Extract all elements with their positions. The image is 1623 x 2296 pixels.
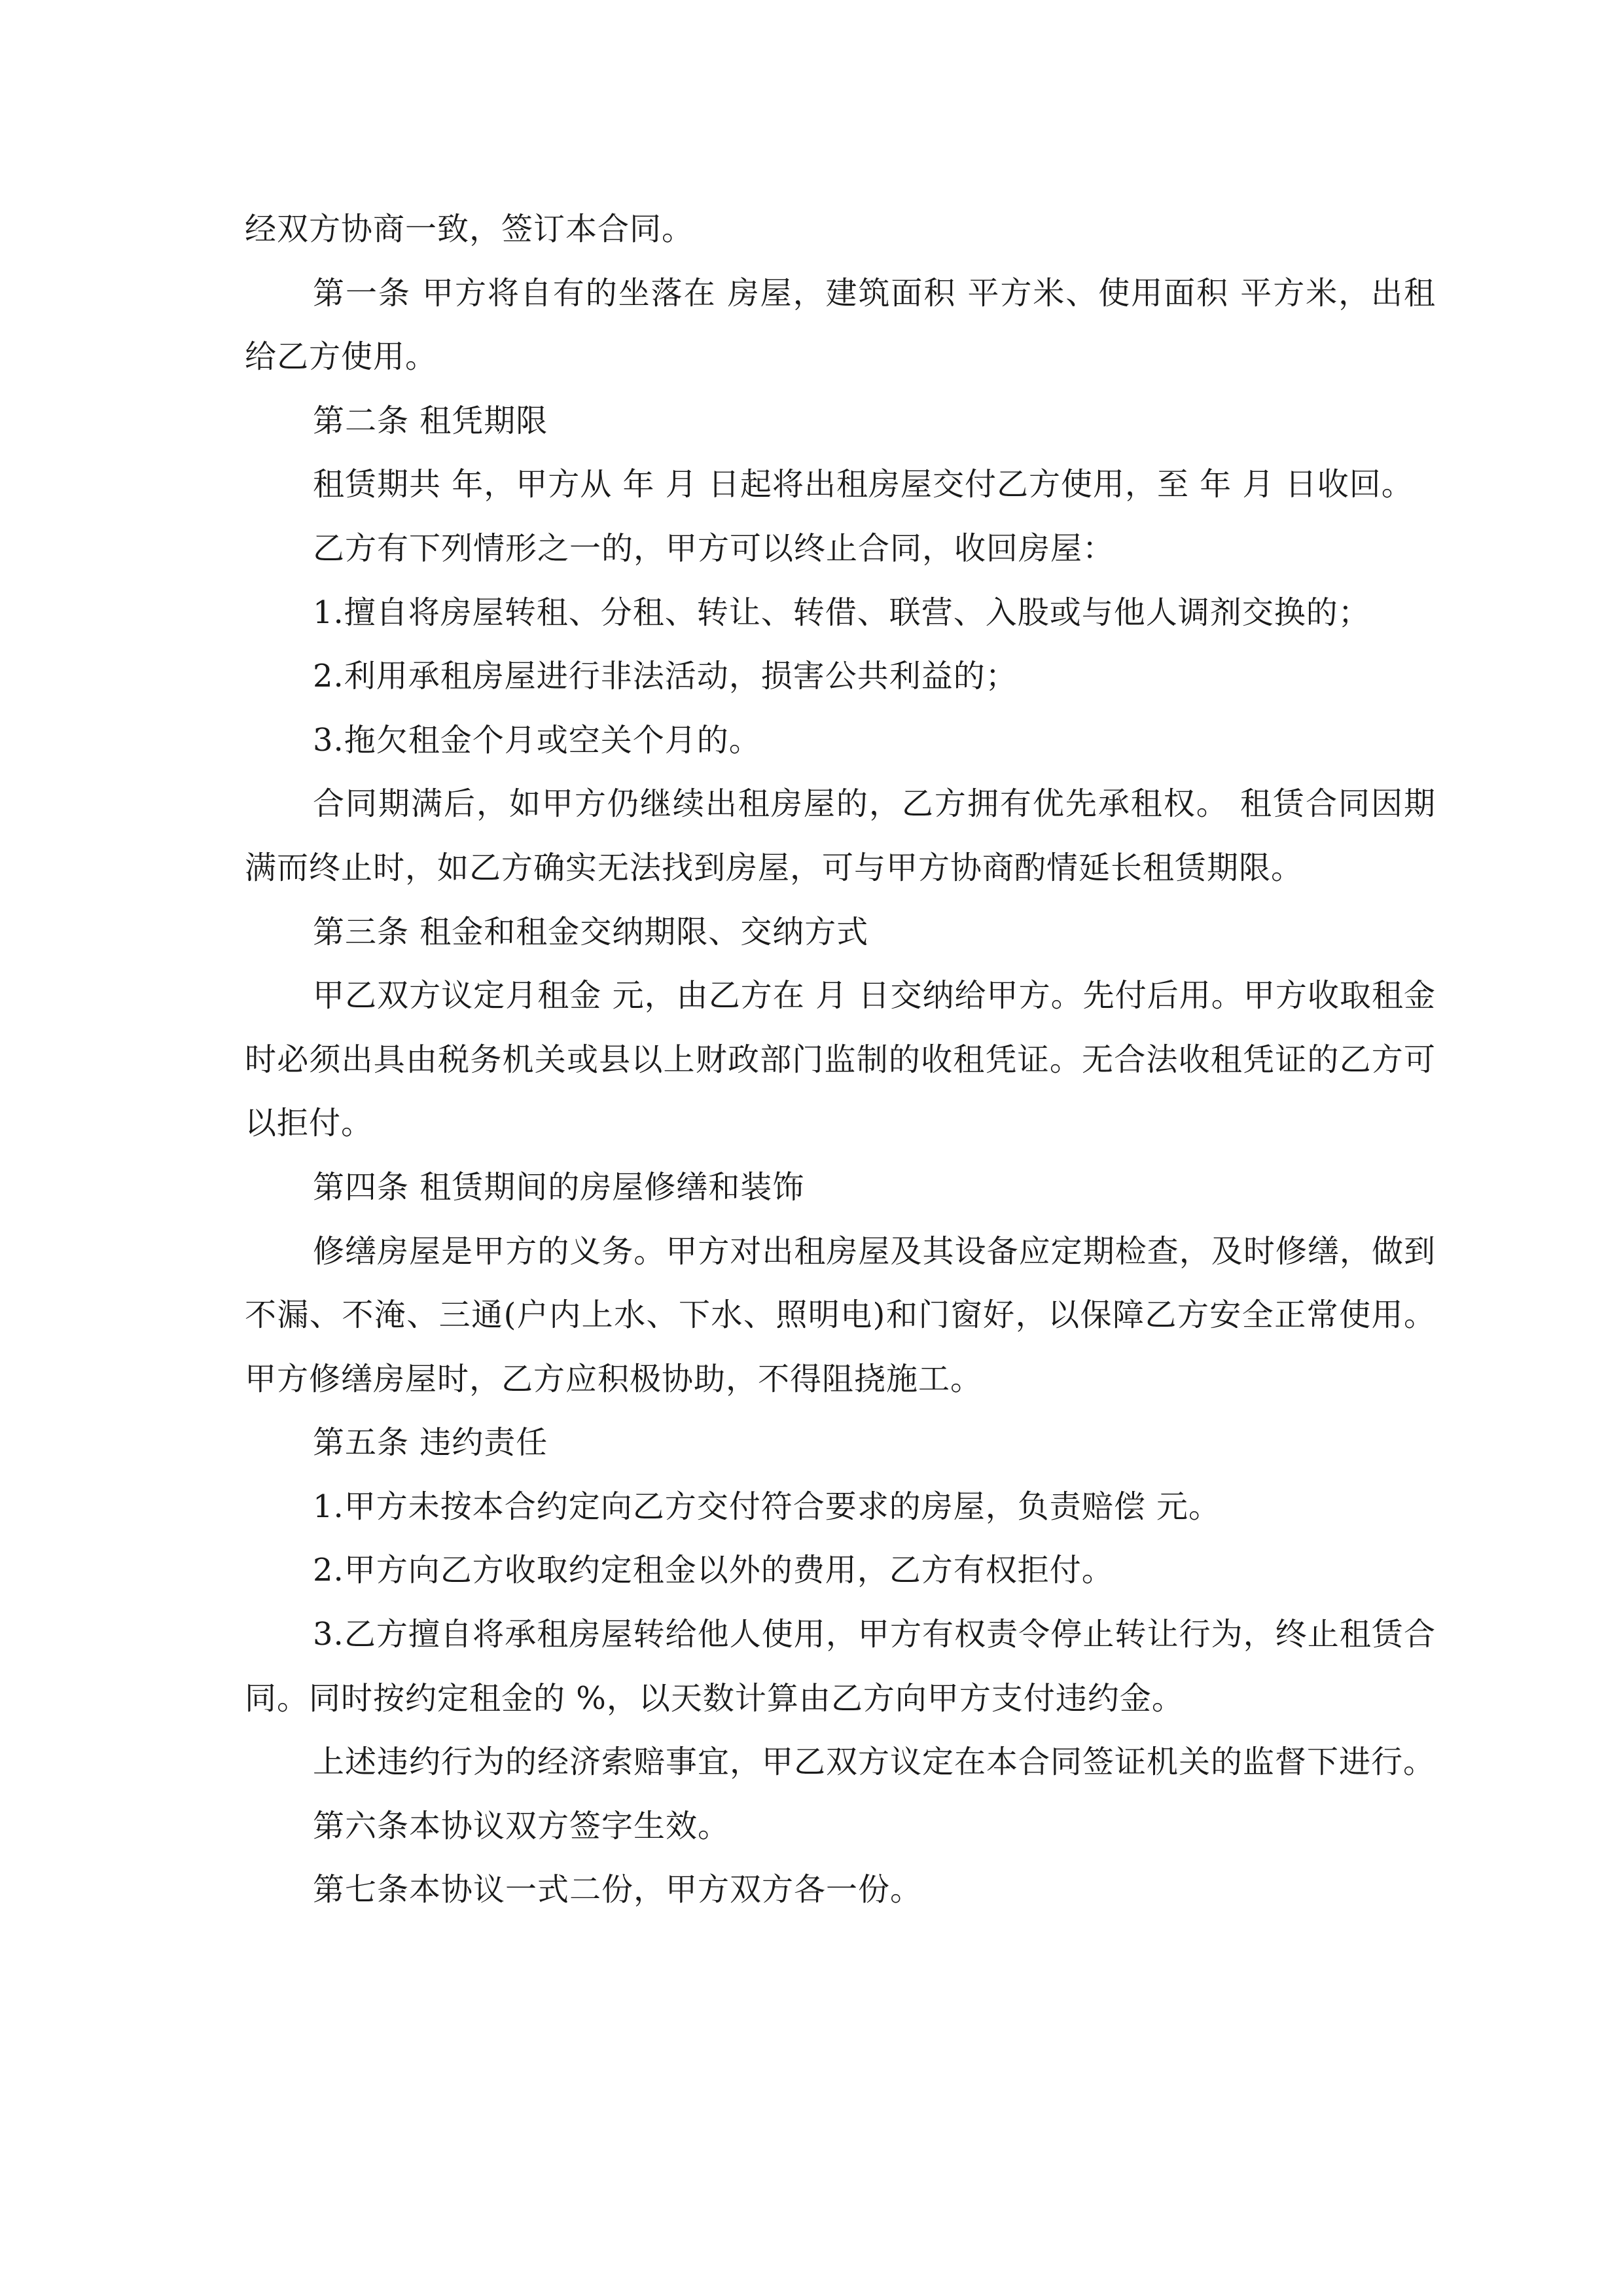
heading-article-5: 第五条 违约责任: [313, 1424, 548, 1462]
list-item-breach-1: 1.甲方未按本合约定向乙方交付符合要求的房屋，负责赔偿 元。: [313, 1488, 1221, 1525]
paragraph-article-7: 第七条本协议一式二份，甲方双方各一份。: [313, 1871, 923, 1909]
heading-article-2: 第二条 租凭期限: [313, 402, 548, 439]
paragraph-lease-term: 租赁期共 年，甲方从 年 月 日起将出租房屋交付乙方使用，至 年 月 日收回。: [313, 466, 1414, 503]
list-item-termination-2: 2.利用承租房屋进行非法活动，损害公共利益的；: [313, 658, 1018, 695]
heading-article-4: 第四条 租赁期间的房屋修缮和装饰: [313, 1168, 805, 1206]
paragraph-claims: 上述违约行为的经济索赔事宜，甲乙双方议定在本合同签证机关的监督下进行。: [313, 1744, 1436, 1781]
paragraph-intro: 经双方协商一致，签订本合同。: [245, 211, 694, 247]
paragraph-article-1: 第一条 甲方将自有的坐落在 房屋，建筑面积 平方米、使用面积 平方米，出租给乙方使用。: [245, 274, 1436, 376]
list-item-termination-1: 1.擅自将房屋转租、分租、转让、转借、联营、入股或与他人调剂交换的；: [313, 594, 1370, 631]
list-item-breach-3: 3.乙方擅自将承租房屋转给他人使用，甲方有权责令停止转让行为，终止租赁合同。同时按约定租金的 %，以天数计算由乙方向甲方支付违约金。: [245, 1616, 1436, 1717]
paragraph-renewal: 合同期满后，如甲方仍继续出租房屋的，乙方拥有优先承租权。 租赁合同因期满而终止时，如乙方确实无法找到房屋，可与甲方协商酌情延长租赁期限。: [245, 785, 1436, 886]
list-item-termination-3: 3.拖欠租金个月或空关个月的。: [313, 721, 761, 759]
paragraph-repairs: 修缮房屋是甲方的义务。甲方对出租房屋及其设备应定期检查，及时修缮，做到不漏、不淹、三通(户内上水、下水、照明电)和门窗好，以保障乙方安全正常使用。甲方修缮房屋时，乙方应积极协助，不得阻挠施工。: [245, 1232, 1436, 1397]
paragraph-rent-payment: 甲乙双方议定月租金 元，由乙方在 月 日交纳给甲方。先付后用。甲方收取租金时必须出具由税务机关或县以上财政部门监制的收租凭证。无合法收租凭证的乙方可以拒付。: [245, 977, 1436, 1142]
paragraph-article-6: 第六条本协议双方签字生效。: [313, 1807, 730, 1844]
paragraph-termination-intro: 乙方有下列情形之一的，甲方可以终止合同，收回房屋：: [313, 529, 1115, 567]
list-item-breach-2: 2.甲方向乙方收取约定租金以外的费用，乙方有权拒付。: [313, 1552, 1114, 1589]
contract-body: [245, 198, 1436, 1922]
heading-article-3: 第三条 租金和租金交纳期限、交纳方式: [313, 913, 869, 950]
